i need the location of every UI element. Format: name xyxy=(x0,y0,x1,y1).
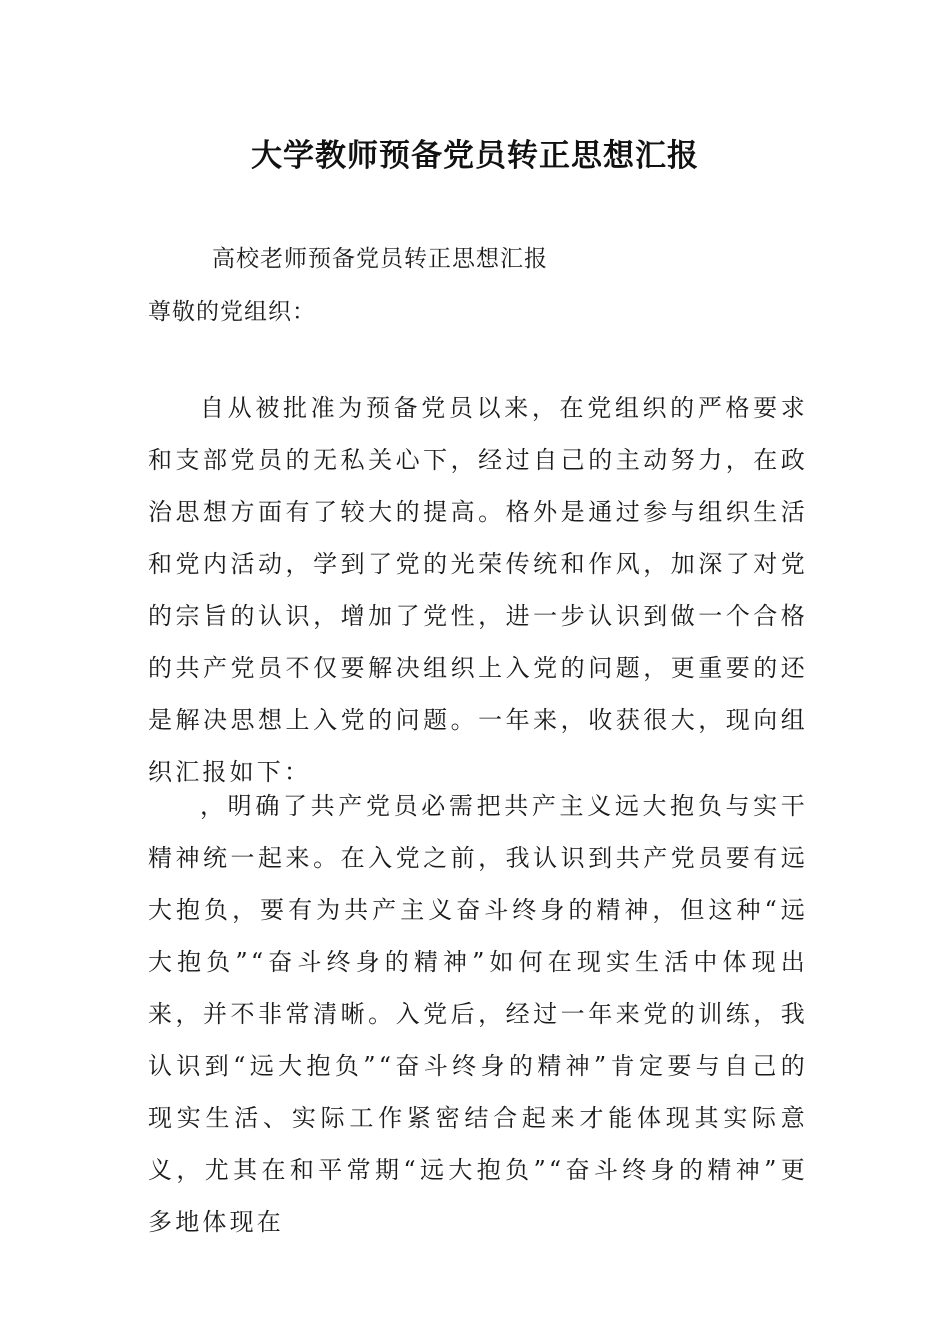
salutation: 尊敬的党组织： xyxy=(148,299,316,325)
body-paragraph-2: ，明确了共产党员必需把共产主义远大抱负与实干精神统一起来。在入党之前，我认识到共产党员要有远大抱负，要有为共产主义奋斗终身的精神，但这种“远大抱负”“奋斗终身的精神”如何在现实生活中体现出来，并不非常清晰。入党后，经过一年来党的训练，我认识到“远大抱负”“奋斗终身的精神”肯定要与自己的现实生活、实际工作紧密结合起来才能体现其实际意义，尤其在和平常期“远大抱负”“奋斗终身的精神”更多地体现在 xyxy=(148,792,808,1236)
body-paragraph-1: 自从被批准为预备党员以来，在党组织的严格要求和支部党员的无私关心下，经过自己的主动努力，在政治思想方面有了较大的提高。格外是通过参与组织生活和党内活动，学到了党的光荣传统和作风，加深了对党的宗旨的认识，增加了党性，进一步认识到做一个合格的共产党员不仅要解决组织上入党的问题，更重要的还是解决思想上入党的问题。一年来，收获很大，现向组织汇报如下： xyxy=(148,394,808,786)
document-title: 大学教师预备党员转正思想汇报 xyxy=(251,138,699,174)
document-subtitle: 高校老师预备党员转正思想汇报 xyxy=(212,246,548,272)
